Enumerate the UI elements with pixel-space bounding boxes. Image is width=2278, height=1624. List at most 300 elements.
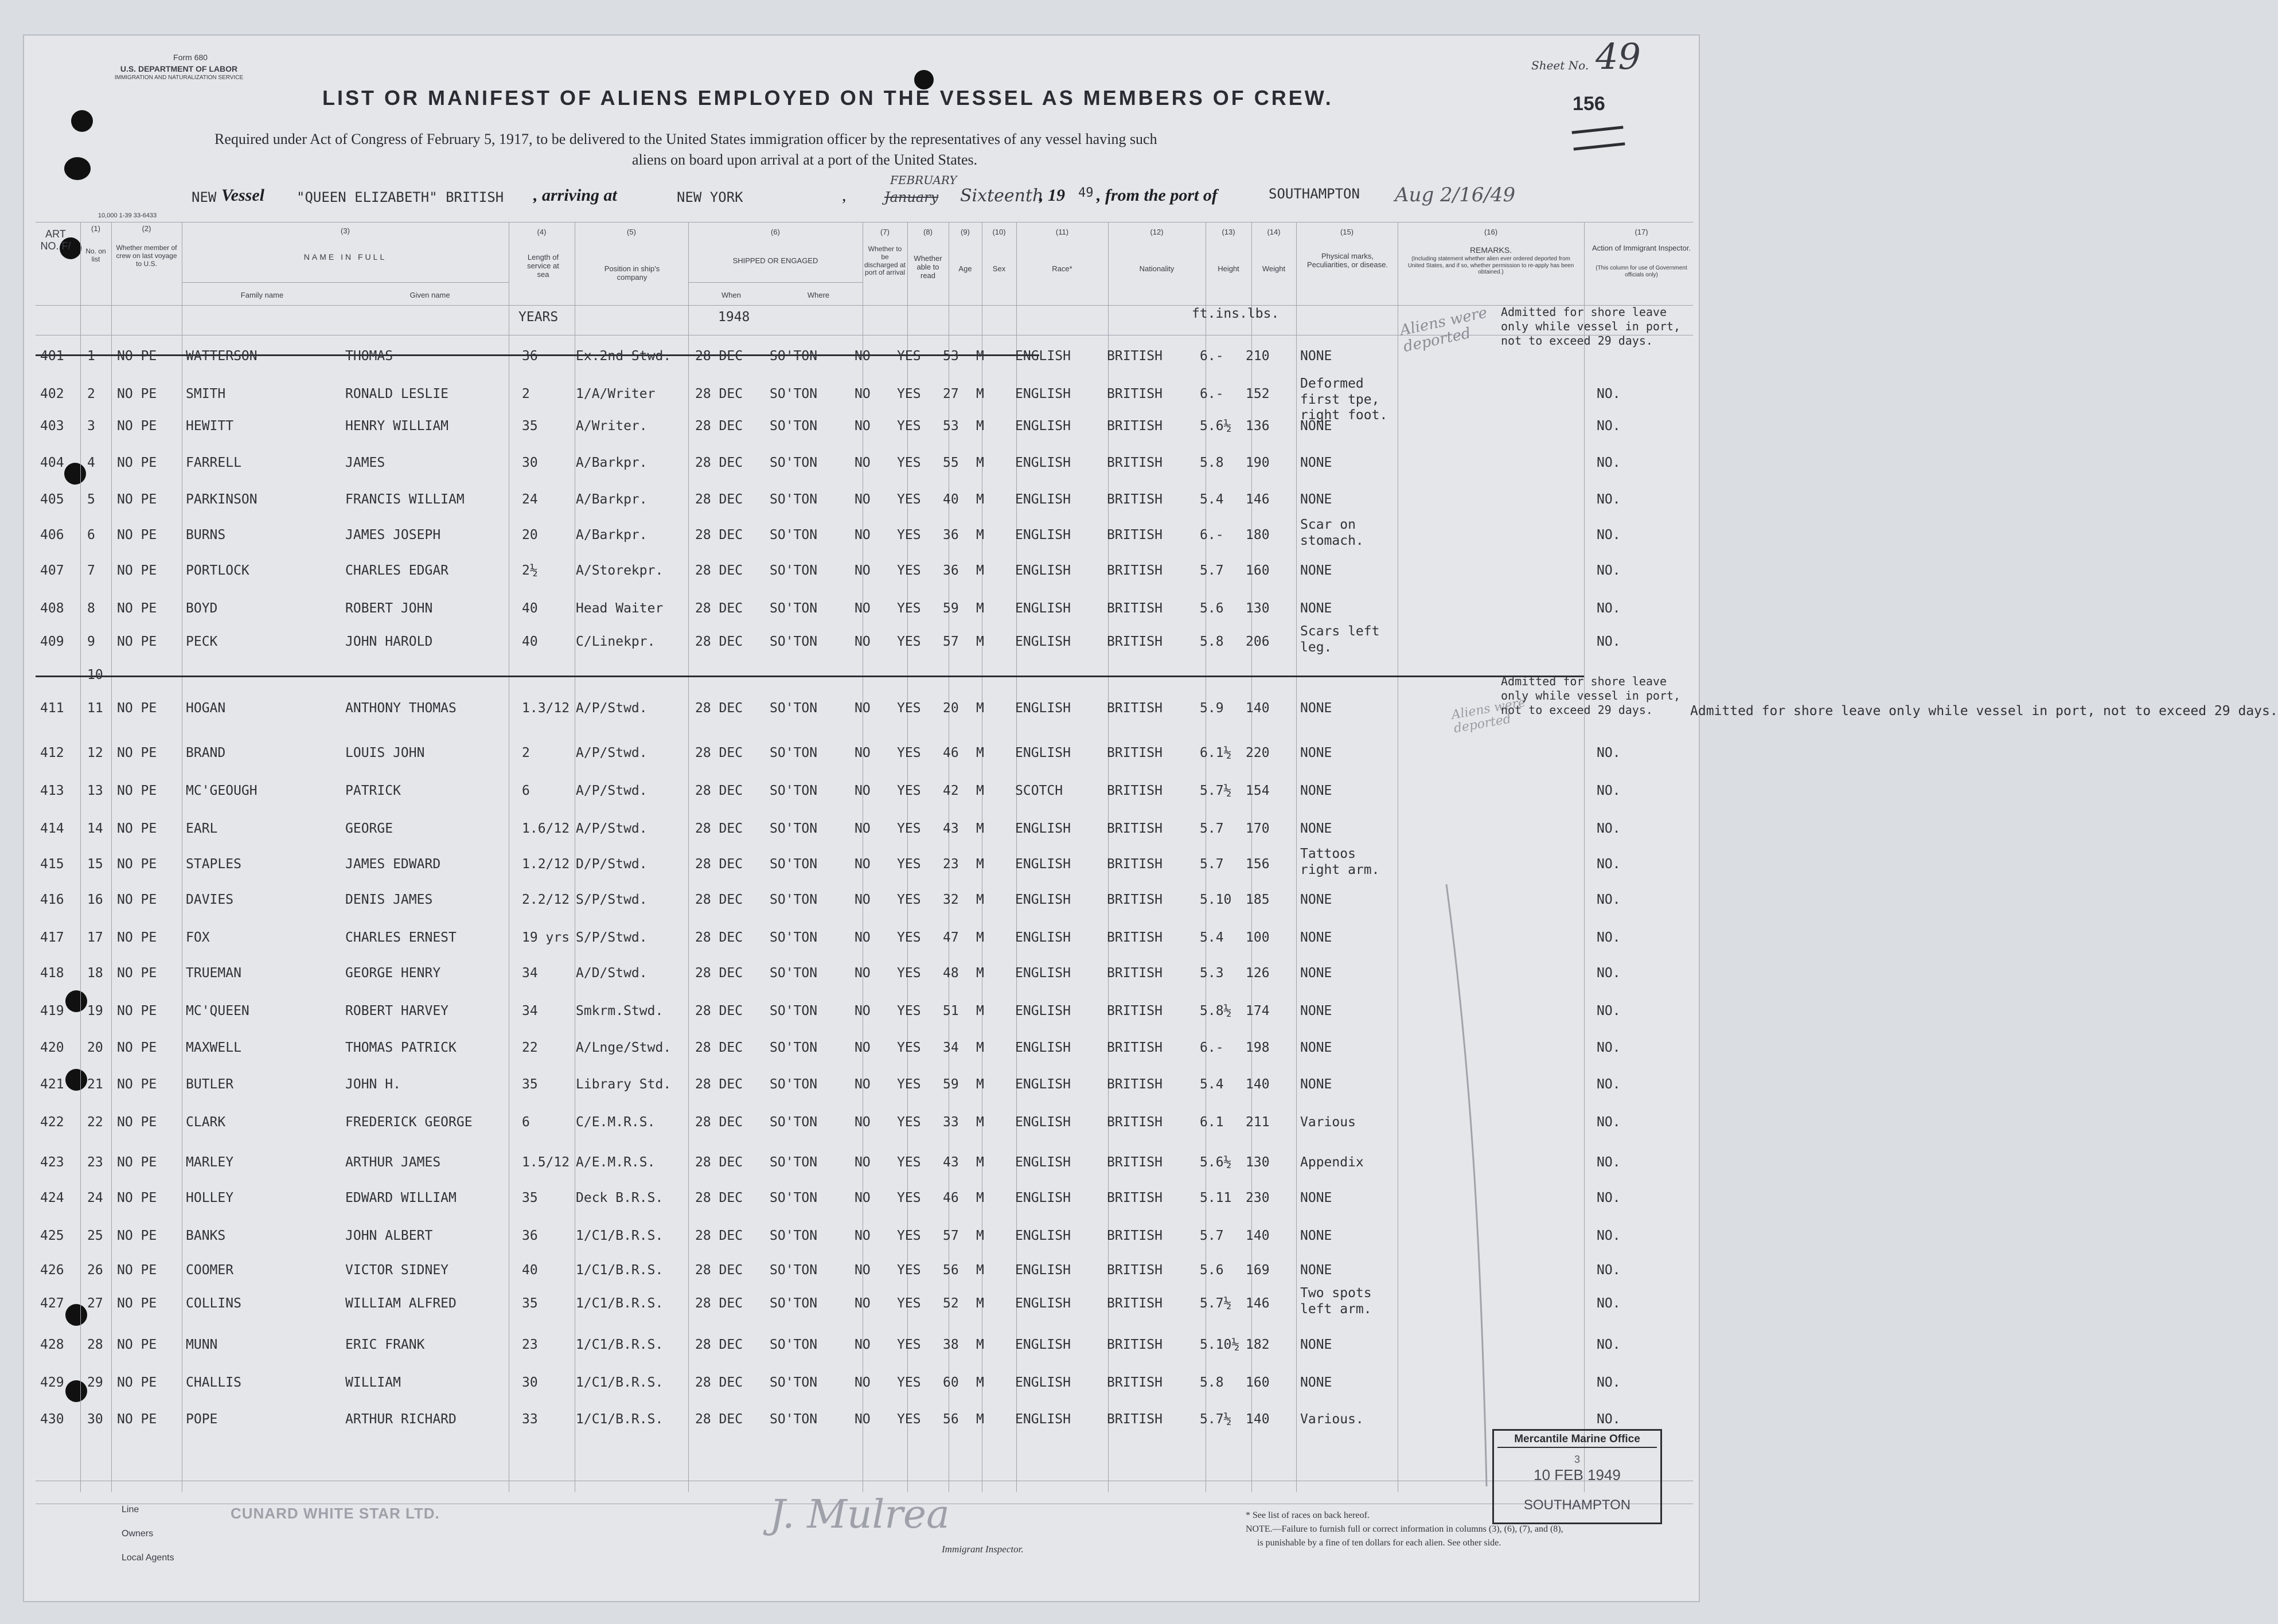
cell-when: 28 DEC [695, 563, 743, 578]
cell-sex: M [976, 1263, 984, 1278]
year-label: , 19 [1039, 186, 1065, 205]
cell-disch: NO [855, 966, 871, 981]
cell-action: NO. [1597, 387, 1621, 401]
remarks-block-1: Admitted for shore leave only while vessel in port, not to exceed 29 days. [1501, 305, 1681, 348]
stamp-date: 10 FEB 1949 [1534, 1466, 1621, 1484]
cell-no: 22 [87, 1115, 103, 1130]
cell-when: 28 DEC [695, 601, 743, 616]
cell-family: PECK [186, 634, 218, 649]
cell-no: 9 [87, 634, 95, 649]
cell-given: ROBERT HARVEY [345, 1004, 449, 1018]
sheet-number: 49 [1596, 36, 1641, 77]
cell-weight: 140 [1246, 1412, 1270, 1427]
cell-position: 1/A/Writer [576, 387, 656, 401]
cell-disch: NO [855, 857, 871, 872]
cell-art: 421 [40, 1077, 64, 1092]
cell-given: VICTOR SIDNEY [345, 1263, 449, 1278]
remarks-hand-2: Aliens were deported [1450, 695, 1527, 736]
cell-family: BANKS [186, 1228, 226, 1243]
cell-weight: 160 [1246, 1375, 1270, 1390]
cell-where: SO'TON [770, 1190, 818, 1205]
cell-sex: M [976, 745, 984, 760]
cell-weight: 126 [1246, 966, 1270, 981]
cell-no: 6 [87, 528, 95, 542]
cell-where: SO'TON [770, 783, 818, 798]
cell-disch: NO [855, 563, 871, 578]
cell-when: 28 DEC [695, 930, 743, 945]
cell-race: ENGLISH [1015, 1412, 1071, 1427]
cell-no: 7 [87, 563, 95, 578]
required-line-2: aliens on board upon arrival at a port of the United States. [632, 151, 978, 168]
cell-age: 34 [943, 1040, 959, 1055]
col12-title: Nationality [1139, 264, 1175, 273]
cell-position: A/P/Stwd. [576, 701, 647, 716]
cell-race: ENGLISH [1015, 1296, 1071, 1311]
cell-when: 28 DEC [695, 1077, 743, 1092]
mercantile-marine-stamp [1492, 1429, 1662, 1524]
cell-family: SMITH [186, 387, 226, 401]
cell-no: 13 [87, 783, 103, 798]
cell-action: NO. [1597, 563, 1621, 578]
month-struck: January [884, 189, 939, 205]
cell-given: PATRICK [345, 783, 401, 798]
cell-where: SO'TON [770, 1337, 818, 1352]
cell-service: 1.5/12 [522, 1155, 570, 1170]
port-of-departure: SOUTHAMPTON [1269, 186, 1360, 202]
cell-no: 19 [87, 1004, 103, 1018]
cell-action: NO. [1597, 1155, 1621, 1170]
cell-given: FREDERICK GEORGE [345, 1115, 473, 1130]
manifest-title: LIST OR MANIFEST OF ALIENS EMPLOYED ON THE VESSEL AS MEMBERS OF CREW. [322, 86, 1333, 110]
cell-position: A/E.M.R.S. [576, 1155, 656, 1170]
cell-no: 27 [87, 1296, 103, 1311]
col4-title: Length of service at sea [527, 253, 559, 279]
cell-nat: BRITISH [1107, 601, 1163, 616]
cell-art: 402 [40, 387, 64, 401]
cell-prev: NO PE [117, 857, 157, 872]
cell-position: A/D/Stwd. [576, 966, 647, 981]
col11-number: (11) [1055, 228, 1069, 236]
art-no-header: ART NO. F/ [40, 228, 71, 252]
cell-nat: BRITISH [1107, 1190, 1163, 1205]
cell-disch: NO [855, 349, 871, 364]
cell-position: Deck B.R.S. [576, 1190, 664, 1205]
cell-no: 14 [87, 821, 103, 836]
cell-family: HEWITT [186, 419, 234, 434]
cell-height: 5.6 [1200, 601, 1224, 616]
cell-sex: M [976, 387, 984, 401]
cell-service: 35 [522, 1296, 538, 1311]
cell-given: DENIS JAMES [345, 892, 433, 907]
cell-prev: NO PE [117, 1375, 157, 1390]
cell-read: YES [897, 1004, 921, 1018]
cell-height: 5.8 [1200, 1375, 1224, 1390]
name-divider [182, 282, 509, 283]
cell-age: 60 [943, 1375, 959, 1390]
cell-disch: NO [855, 1155, 871, 1170]
cell-age: 56 [943, 1263, 959, 1278]
cell-age: 36 [943, 563, 959, 578]
cell-nat: BRITISH [1107, 492, 1163, 507]
cell-position: S/P/Stwd. [576, 930, 647, 945]
table-row [24, 349, 1699, 372]
cell-when: 28 DEC [695, 1040, 743, 1055]
cell-art: 429 [40, 1375, 64, 1390]
cell-position: Library Std. [576, 1077, 672, 1092]
cell-family: HOLLEY [186, 1190, 234, 1205]
cell-position: A/P/Stwd. [576, 745, 647, 760]
cell-action: NO. [1597, 783, 1621, 798]
cell-where: SO'TON [770, 349, 818, 364]
cell-where: SO'TON [770, 563, 818, 578]
cell-action: NO. [1597, 930, 1621, 945]
table-row [24, 745, 1699, 768]
cell-action: NO. [1597, 1040, 1621, 1055]
cell-weight: 230 [1246, 1190, 1270, 1205]
cell-action: NO. [1597, 634, 1621, 649]
cell-sex: M [976, 783, 984, 798]
cell-art: 409 [40, 634, 64, 649]
cell-position: 1/C1/B.R.S. [576, 1412, 664, 1427]
cell-art: 422 [40, 1115, 64, 1130]
cell-sex: M [976, 601, 984, 616]
cell-service: 35 [522, 1190, 538, 1205]
cell-given: GEORGE [345, 821, 393, 836]
cell-race: ENGLISH [1015, 930, 1071, 945]
cell-sex: M [976, 966, 984, 981]
cell-service: 36 [522, 349, 538, 364]
col6-number: (6) [771, 228, 780, 236]
table-row [24, 1115, 1699, 1138]
cell-sex: M [976, 821, 984, 836]
cell-race: ENGLISH [1015, 821, 1071, 836]
cell-given: FRANCIS WILLIAM [345, 492, 465, 507]
cell-position: S/P/Stwd. [576, 892, 647, 907]
cell-disch: NO [855, 634, 871, 649]
cell-no: 29 [87, 1375, 103, 1390]
cell-position: A/Barkpr. [576, 492, 647, 507]
cell-weight: 146 [1246, 492, 1270, 507]
cell-service: 40 [522, 634, 538, 649]
table-row [24, 601, 1699, 624]
cell-family: TRUEMAN [186, 966, 241, 981]
cell-height: 5.7 [1200, 821, 1224, 836]
cell-marks: NONE [1300, 966, 1332, 981]
inspector-label: Immigrant Inspector. [942, 1544, 1024, 1555]
cell-where: SO'TON [770, 857, 818, 872]
cell-art: 417 [40, 930, 64, 945]
cell-age: 43 [943, 1155, 959, 1170]
footer-note-3: is punishable by a fine of ten dollars for each alien. See other side. [1257, 1538, 1501, 1548]
cell-position: A/Barkpr. [576, 455, 647, 470]
cell-prev: NO PE [117, 634, 157, 649]
table-row [24, 1263, 1699, 1286]
cell-read: YES [897, 1115, 921, 1130]
cell-disch: NO [855, 892, 871, 907]
cell-prev: NO PE [117, 701, 157, 716]
line-label: Line [122, 1505, 139, 1514]
cell-art: 403 [40, 419, 64, 434]
cell-height: 6.1½ [1200, 745, 1232, 760]
cell-given: ARTHUR RICHARD [345, 1412, 457, 1427]
cell-no: 24 [87, 1190, 103, 1205]
cell-height: 5.8 [1200, 455, 1224, 470]
cell-nat: BRITISH [1107, 1228, 1163, 1243]
cell-given: JAMES [345, 455, 385, 470]
cell-art: 420 [40, 1040, 64, 1055]
cell-read: YES [897, 1040, 921, 1055]
cell-service: 2½ [522, 563, 538, 578]
cell-age: 43 [943, 821, 959, 836]
cell-nat: BRITISH [1107, 930, 1163, 945]
cell-position: C/E.M.R.S. [576, 1115, 656, 1130]
cell-age: 33 [943, 1115, 959, 1130]
cell-height: 5.7 [1200, 563, 1224, 578]
cell-service: 20 [522, 528, 538, 542]
port-label: , from the port of [1097, 186, 1218, 205]
cell-disch: NO [855, 1040, 871, 1055]
punch-hole [64, 157, 91, 180]
cell-height: 6.- [1200, 387, 1224, 401]
cell-marks: NONE [1300, 563, 1332, 578]
cell-age: 23 [943, 857, 959, 872]
page-number: 156 [1573, 93, 1605, 115]
cell-no: 26 [87, 1263, 103, 1278]
cell-height: 5.8½ [1200, 1004, 1232, 1018]
cell-nat: BRITISH [1107, 745, 1163, 760]
cell-art: 407 [40, 563, 64, 578]
cell-read: YES [897, 892, 921, 907]
cell-art: 430 [40, 1412, 64, 1427]
cell-action: NO. [1597, 1004, 1621, 1018]
cell-art: 424 [40, 1190, 64, 1205]
cell-sex: M [976, 528, 984, 542]
cell-height: 5.6 [1200, 1263, 1224, 1278]
cell-sex: M [976, 1228, 984, 1243]
cell-race: ENGLISH [1015, 1263, 1071, 1278]
comma: , [842, 186, 847, 205]
cell-position: Ex.2nd Stwd. [576, 349, 672, 364]
cell-race: ENGLISH [1015, 1040, 1071, 1055]
cell-given: JAMES EDWARD [345, 857, 441, 872]
cell-given: JOHN ALBERT [345, 1228, 433, 1243]
cell-no: 25 [87, 1228, 103, 1243]
cell-no: 10 [87, 667, 103, 682]
cell-where: SO'TON [770, 1296, 818, 1311]
cell-action: NO. [1597, 1412, 1621, 1427]
cell-age: 36 [943, 528, 959, 542]
cell-when: 28 DEC [695, 821, 743, 836]
table-row [24, 892, 1699, 915]
cell-read: YES [897, 857, 921, 872]
cell-when: 28 DEC [695, 701, 743, 716]
cell-weight: 182 [1246, 1337, 1270, 1352]
table-row [24, 376, 1699, 423]
cell-given: ERIC FRANK [345, 1337, 425, 1352]
cell-sex: M [976, 455, 984, 470]
cell-where: SO'TON [770, 601, 818, 616]
cell-prev: NO PE [117, 1228, 157, 1243]
cell-art: 412 [40, 745, 64, 760]
cell-sex: M [976, 1040, 984, 1055]
table-row [24, 701, 1699, 724]
cell-prev: NO PE [117, 1077, 157, 1092]
cell-disch: NO [855, 821, 871, 836]
cell-disch: NO [855, 1296, 871, 1311]
owners-label: Owners [122, 1529, 154, 1539]
cell-weight: 154 [1246, 783, 1270, 798]
cell-marks: NONE [1300, 455, 1332, 470]
cell-prev: NO PE [117, 349, 157, 364]
arriving-port: NEW YORK [677, 189, 743, 205]
cell-prev: NO PE [117, 1115, 157, 1130]
cell-service: 2 [522, 745, 530, 760]
punch-hole [71, 110, 93, 132]
cell-family: BUTLER [186, 1077, 234, 1092]
cell-service: 34 [522, 966, 538, 981]
col5-number: (5) [627, 228, 636, 236]
cell-service: 6 [522, 783, 530, 798]
table-row [24, 517, 1699, 551]
cell-age: 57 [943, 634, 959, 649]
cell-race: ENGLISH [1015, 634, 1071, 649]
col13-number: (13) [1222, 228, 1235, 236]
cell-action: NO. [1597, 528, 1621, 542]
cell-action: NO. [1597, 1228, 1621, 1243]
cell-service: 34 [522, 1004, 538, 1018]
cell-action: NO. [1597, 1190, 1621, 1205]
cell-where: SO'TON [770, 419, 818, 434]
cell-weight: 160 [1246, 563, 1270, 578]
cell-weight: 146 [1246, 1296, 1270, 1311]
cell-marks: NONE [1300, 1228, 1332, 1243]
cell-race: ENGLISH [1015, 1077, 1071, 1092]
cell-weight: 198 [1246, 1040, 1270, 1055]
shipped-divider [688, 282, 863, 283]
cell-weight: 169 [1246, 1263, 1270, 1278]
cell-position: 1/C1/B.R.S. [576, 1337, 664, 1352]
cell-height: 6.- [1200, 528, 1224, 542]
cell-weight: 185 [1246, 892, 1270, 907]
table-row [24, 419, 1699, 442]
cell-disch: NO [855, 419, 871, 434]
col6-when: When [721, 291, 741, 299]
cell-service: 1.6/12 [522, 821, 570, 836]
cell-race: ENGLISH [1015, 1004, 1071, 1018]
shipped-year: 1948 [718, 310, 750, 325]
cell-family: BURNS [186, 528, 226, 542]
cell-when: 28 DEC [695, 1412, 743, 1427]
cell-family: PORTLOCK [186, 563, 249, 578]
cell-service: 30 [522, 455, 538, 470]
cell-age: 59 [943, 1077, 959, 1092]
cell-position: 1/C1/B.R.S. [576, 1228, 664, 1243]
cell-height: 5.4 [1200, 492, 1224, 507]
cell-age: 53 [943, 419, 959, 434]
cell-sex: M [976, 1375, 984, 1390]
cell-art: 406 [40, 528, 64, 542]
cell-marks: Scar on stomach. [1300, 517, 1364, 548]
cell-when: 28 DEC [695, 634, 743, 649]
cell-sex: M [976, 857, 984, 872]
cell-read: YES [897, 634, 921, 649]
cell-action: NO. [1597, 857, 1621, 872]
cell-race: ENGLISH [1015, 455, 1071, 470]
cell-given: CHARLES EDGAR [345, 563, 449, 578]
cell-service: 24 [522, 492, 538, 507]
cell-given: WILLIAM ALFRED [345, 1296, 457, 1311]
cell-art: 413 [40, 783, 64, 798]
cell-age: 46 [943, 745, 959, 760]
cell-weight: 140 [1246, 701, 1270, 716]
table-row [24, 1412, 1699, 1435]
cell-nat: BRITISH [1107, 1337, 1163, 1352]
col8-title: Whether able to read [914, 254, 942, 280]
cell-action: NO. [1597, 492, 1621, 507]
cell-service: 1.2/12 [522, 857, 570, 872]
col8-number: (8) [923, 228, 933, 236]
cell-art: 411 [40, 701, 64, 716]
cell-read: YES [897, 492, 921, 507]
cell-where: SO'TON [770, 1228, 818, 1243]
cell-nat: BRITISH [1107, 455, 1163, 470]
cell-art: 428 [40, 1337, 64, 1352]
cell-marks: Deformed first tpe, right foot. [1300, 376, 1388, 423]
cell-marks: NONE [1300, 783, 1332, 798]
agents-label: Local Agents [122, 1553, 174, 1563]
cell-family: MC'QUEEN [186, 1004, 249, 1018]
cell-family: FARRELL [186, 455, 241, 470]
vessel-prefix: NEW [192, 189, 217, 205]
cell-art: 416 [40, 892, 64, 907]
cell-no: 8 [87, 601, 95, 616]
cell-height: 5.4 [1200, 930, 1224, 945]
cell-service: 33 [522, 1412, 538, 1427]
cell-when: 28 DEC [695, 1263, 743, 1278]
cell-height: 5.11 [1200, 1190, 1232, 1205]
cell-read: YES [897, 563, 921, 578]
cell-art: 414 [40, 821, 64, 836]
cell-height: 5.6½ [1200, 419, 1232, 434]
cell-action: NO. [1597, 1115, 1621, 1130]
height-weight-units: ft.ins.lbs. [1192, 306, 1280, 321]
cell-sex: M [976, 492, 984, 507]
cell-age: 57 [943, 1228, 959, 1243]
cell-where: SO'TON [770, 701, 818, 716]
cell-nat: BRITISH [1107, 783, 1163, 798]
cell-action: NO. [1597, 1263, 1621, 1278]
table-row [24, 1077, 1699, 1100]
cell-art: 405 [40, 492, 64, 507]
cell-sex: M [976, 930, 984, 945]
table-row [24, 846, 1699, 880]
cell-prev: NO PE [117, 1004, 157, 1018]
footer-note-1: * See list of races on back hereof. [1246, 1510, 1370, 1520]
cell-read: YES [897, 455, 921, 470]
col17-number: (17) [1635, 228, 1648, 236]
cell-prev: NO PE [117, 601, 157, 616]
cell-sex: M [976, 563, 984, 578]
cell-where: SO'TON [770, 1263, 818, 1278]
cell-disch: NO [855, 528, 871, 542]
cell-where: SO'TON [770, 634, 818, 649]
table-row [24, 1337, 1699, 1360]
cell-read: YES [897, 601, 921, 616]
cell-disch: NO [855, 1190, 871, 1205]
cell-given: GEORGE HENRY [345, 966, 441, 981]
cell-action: NO. [1597, 745, 1621, 760]
cell-no: 16 [87, 892, 103, 907]
